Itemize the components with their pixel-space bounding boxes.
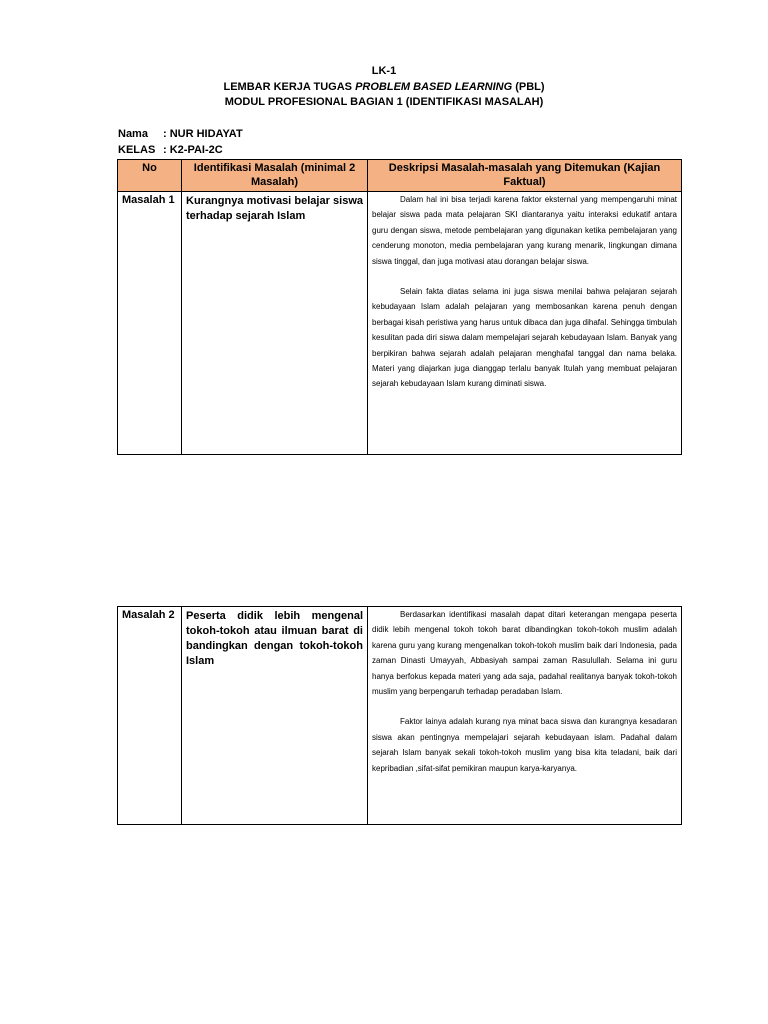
- row-no: Masalah 2: [118, 607, 182, 825]
- problem-table-1: [117, 159, 682, 455]
- nama-value: : NUR HIDAYAT: [163, 128, 243, 140]
- row-identifikasi: Kurangnya motivasi belajar siswa terhadap sejarah Islam: [182, 192, 368, 455]
- header-deskripsi: Deskripsi Masalah-masalah yang Ditemukan (Kajian Faktual): [368, 160, 682, 192]
- table-row: [118, 607, 682, 825]
- doc-title-prefix: LEMBAR KERJA TUGAS: [223, 80, 356, 93]
- kelas-label: KELAS: [118, 144, 156, 156]
- row-deskripsi: [368, 607, 682, 825]
- deskripsi-paragraph: Selain fakta diatas selama ini juga siswa menilai bahwa pelajaran sejarah kebudayaan Islam adalah pelajaran yang membosankan karena penuh dengan berbagai kisah peristiwa yang harus untuk dibaca dan juga dihafal. Sehingga timbulah kesulitan pada diri siswa dalam mempelajari sejarah kebudayaan Islam. Banyak yang berpikiran bahwa sejarah adalah pelajaran menghafal tanggal dan nama belaka. Materi yang diajarkan juga dianggap terlalu banyak Itulah yang membuat pelajaran sejarah kebudayaan Islam kurang diminati siswa.: [372, 287, 677, 389]
- problem-table-2: [117, 606, 682, 825]
- table-header-row: [118, 160, 682, 192]
- kelas-line: [118, 144, 223, 156]
- kelas-value: : K2-PAI-2C: [163, 144, 223, 156]
- doc-title-suffix: (PBL): [512, 80, 545, 93]
- row-identifikasi: Peserta didik lebih mengenal tokoh-tokoh atau ilmuan barat di bandingkan dengan tokoh-tokoh Islam: [182, 607, 368, 825]
- header-no: No: [118, 160, 182, 192]
- table-row: [118, 192, 682, 455]
- row-deskripsi: [368, 192, 682, 455]
- doc-subtitle: MODUL PROFESIONAL BAGIAN 1 (IDENTIFIKASI MASALAH): [224, 96, 544, 108]
- nama-line: [118, 128, 243, 140]
- header-identifikasi: Identifikasi Masalah (minimal 2 Masalah): [182, 160, 368, 192]
- doc-code: LK-1: [371, 65, 397, 77]
- doc-title: [0, 80, 768, 96]
- document-header: [0, 64, 768, 111]
- deskripsi-paragraph: Faktor lainya adalah kurang nya minat baca siswa dan kurangnya kesadaran siswa akan pentingnya mempelajari sejarah kebudayaan islam. Padahal dalam sejarah Islam banyak sekali tokoh-tokoh muslim yang bisa kita teladani, baik dari kepribadian ,sifat-sifat pemikiran maupun karya-karyanya.: [372, 717, 677, 773]
- nama-label: Nama: [118, 128, 148, 140]
- row-no: Masalah 1: [118, 192, 182, 455]
- deskripsi-paragraph: Dalam hal ini bisa terjadi karena faktor eksternal yang mempengaruhi minat belajar siswa pada mata pelajaran SKI diantaranya yaitu interaksi edukatif antara guru dengan siswa, metode pembelajaran yang digunakan ketika pembelajaran yang cenderung monoton, media pembelajaran yang kurang menarik, lingkungan dimana siswa tinggal, dan juga motivasi atau dorangan belajar siswa.: [372, 195, 677, 266]
- deskripsi-paragraph: Berdasarkan identifikasi masalah dapat ditari keterangan mengapa peserta didik lebih mengenal tokoh tokoh barat dibandingkan tokoh-tokoh muslim adalah karena guru yang kurang mengenalkan tokoh-tokoh muslim baik dari Indonesia, pada zaman Dinasti Umayyah, Abbasiyah sampai zaman Rasulullah. Selama ini guru hanya berfokus kepada materi yang ada saja, padahal realitanya banyak tokoh-tokoh muslim yang berpengaruh terhadap peradaban Islam.: [372, 610, 677, 697]
- doc-title-italic: PROBLEM BASED LEARNING: [355, 80, 513, 93]
